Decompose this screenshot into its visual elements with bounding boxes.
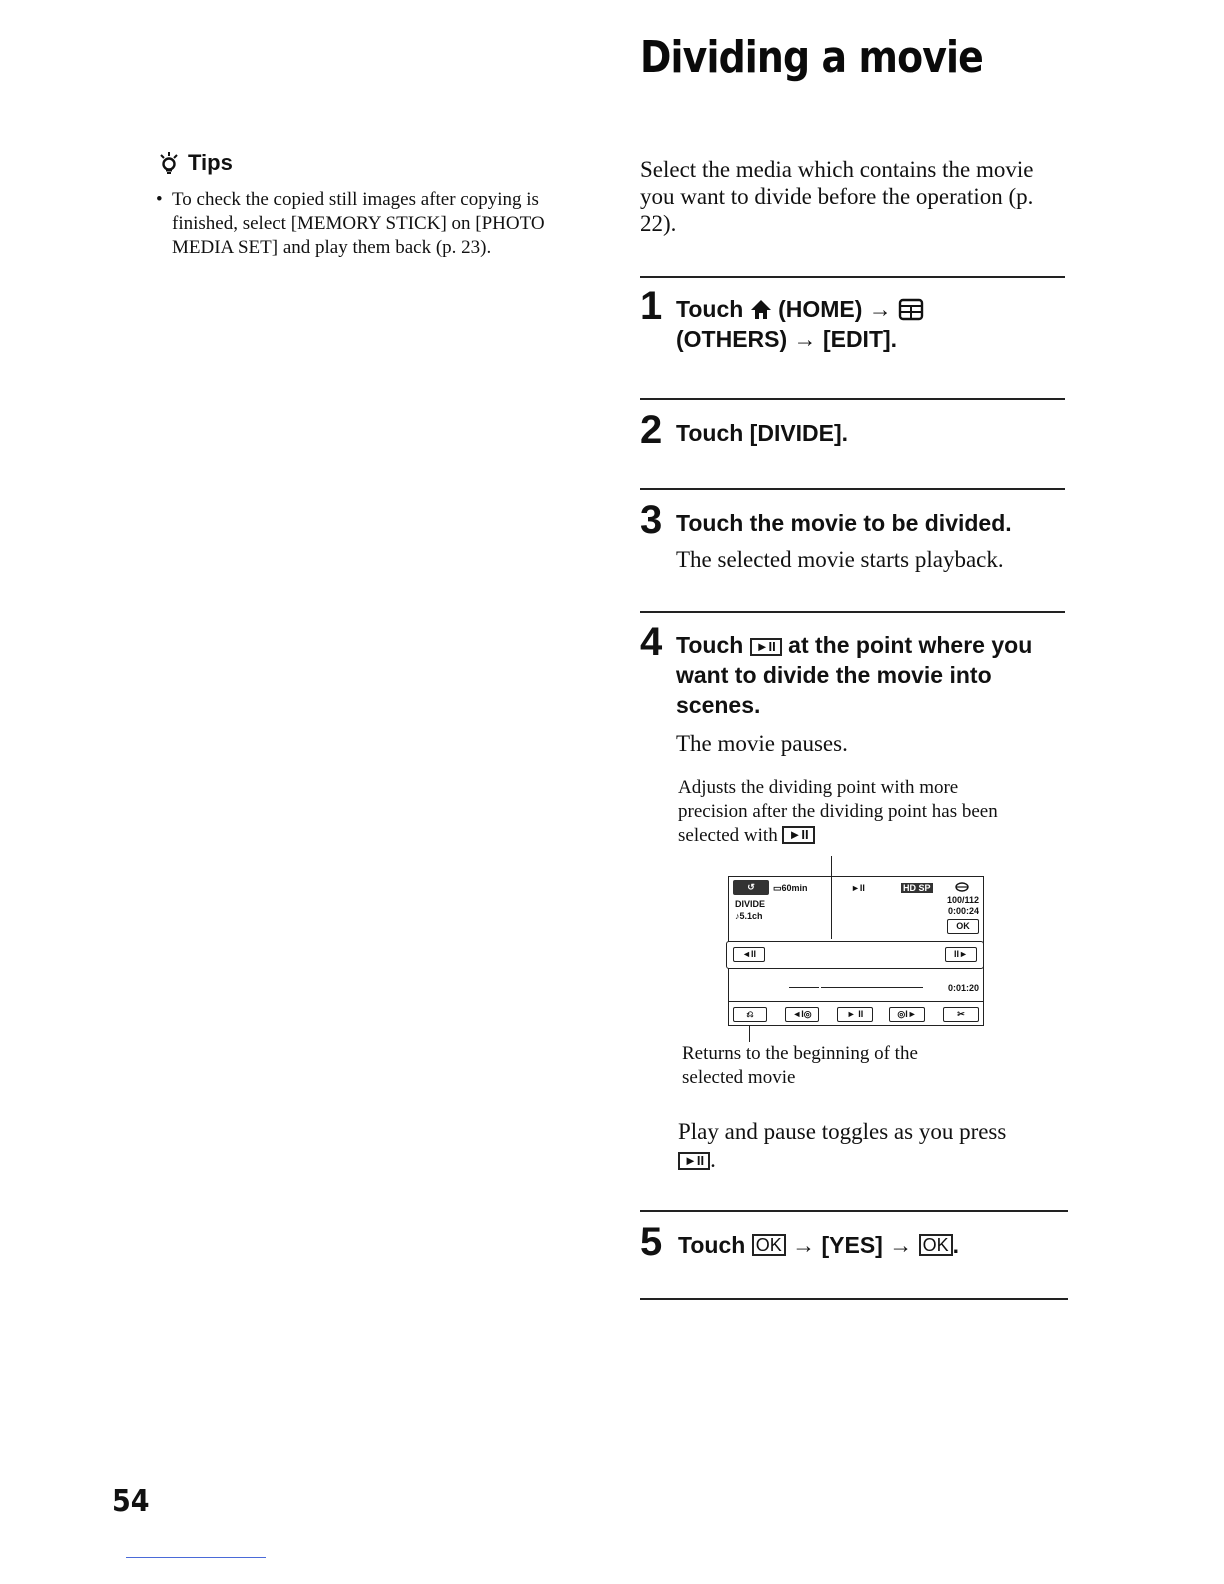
step-instruction: Touch [DIVIDE]. [676, 420, 849, 446]
step-result: The movie pauses. [676, 731, 848, 756]
return-icon[interactable]: ↺ [733, 880, 769, 895]
divider [640, 1210, 1068, 1212]
tips-label: Tips [188, 150, 233, 175]
step-text: Touch [676, 632, 744, 658]
media-icon [955, 882, 969, 892]
play-pause-icon: ►II [750, 638, 782, 656]
mode-label: DIVIDE [735, 899, 766, 909]
step-number: 5 [640, 1220, 663, 1264]
ok-icon: OK [919, 1234, 953, 1256]
play-pause-button[interactable]: ► II [837, 1007, 873, 1022]
frame-adjust-bar [726, 941, 984, 969]
position-time: 0:01:20 [947, 983, 979, 993]
divider [640, 398, 1065, 400]
divider [640, 276, 1065, 278]
play-pause-icon: ►II [782, 826, 814, 844]
others-icon [898, 297, 924, 321]
time-counter: 0:00:24 [947, 906, 979, 916]
page-title: Dividing a movie [640, 32, 983, 83]
intro-text: Select the media which contains the movie you want to divide before the operation (p. 22). [640, 157, 1034, 236]
step-number: 1 [640, 284, 663, 328]
step-2 [640, 410, 1070, 454]
step-text: Touch [678, 1232, 746, 1258]
home-icon [750, 298, 772, 320]
step-text: → [YES] → [792, 1232, 913, 1258]
audio-label: ♪5.1ch [735, 911, 763, 921]
fast-forward-button[interactable]: ◎I► [889, 1007, 925, 1022]
step-text: want to divide the movie into [676, 662, 992, 688]
step-text: (HOME) → [778, 296, 892, 322]
step-instruction [676, 630, 1076, 720]
frame-forward-button[interactable]: II► [945, 947, 977, 962]
page-number: 54 [112, 1484, 150, 1519]
scissors-icon[interactable]: ✂ [943, 1007, 979, 1022]
callout-returns: Returns to the beginning of the selected movie [682, 1043, 918, 1088]
step-result: The selected movie starts playback. [676, 547, 1004, 572]
note-text: . [710, 1147, 716, 1172]
step-text: Touch [676, 296, 744, 322]
step-number: 3 [640, 498, 663, 542]
bullet: • [156, 189, 163, 210]
ok-icon: OK [752, 1234, 786, 1256]
step-4 [640, 622, 1070, 762]
step-instruction [676, 294, 1076, 354]
frame-back-button[interactable]: ◄II [733, 947, 765, 962]
progress-track [789, 987, 819, 988]
play-state-icon: ►II [851, 883, 865, 893]
return-to-start-button[interactable]: ⎌ [733, 1007, 767, 1022]
screen-divider [831, 877, 832, 939]
camera-screen [728, 876, 984, 1026]
rewind-button[interactable]: ◄I◎ [785, 1007, 819, 1022]
step-text: scenes. [676, 692, 761, 718]
divider [640, 1298, 1068, 1300]
step-instruction: Touch the movie to be divided. [676, 510, 1012, 536]
note-text: Play and pause toggles as you press [678, 1119, 1007, 1144]
callout-text: Adjusts the dividing point with more precision after the dividing point has been selected with [678, 777, 998, 846]
scene-counter: 100/112 [946, 895, 979, 905]
controls-divider [729, 1001, 983, 1002]
step-instruction [678, 1230, 1078, 1260]
battery-indicator: ▭60min [773, 883, 808, 893]
step-number: 2 [640, 408, 663, 452]
step-text: (OTHERS) → [EDIT]. [676, 326, 898, 352]
divider [640, 488, 1065, 490]
tips-text: To check the copied still images after copying is finished, select [MEMORY STICK] on [PHOTO MEDIA SET] and play them back (p. 23). [172, 189, 545, 258]
callout-adjust [678, 776, 1008, 848]
step-1 [640, 286, 1070, 366]
step-number: 4 [640, 620, 663, 664]
step-text: at the point where you [788, 632, 1033, 658]
play-pause-icon: ►II [678, 1152, 710, 1170]
step-3 [640, 500, 1070, 580]
divider [640, 611, 1065, 613]
quality-icon: HD SP [903, 883, 931, 893]
tips-heading [156, 150, 233, 176]
lightbulb-icon [156, 151, 182, 175]
tips-list-item [156, 188, 596, 260]
progress-track [821, 987, 923, 988]
toggle-note [678, 1118, 1058, 1174]
footer-rule [126, 1557, 266, 1558]
ok-button[interactable]: OK [947, 919, 979, 934]
step-5 [640, 1222, 1070, 1266]
step-text: . [952, 1232, 960, 1258]
